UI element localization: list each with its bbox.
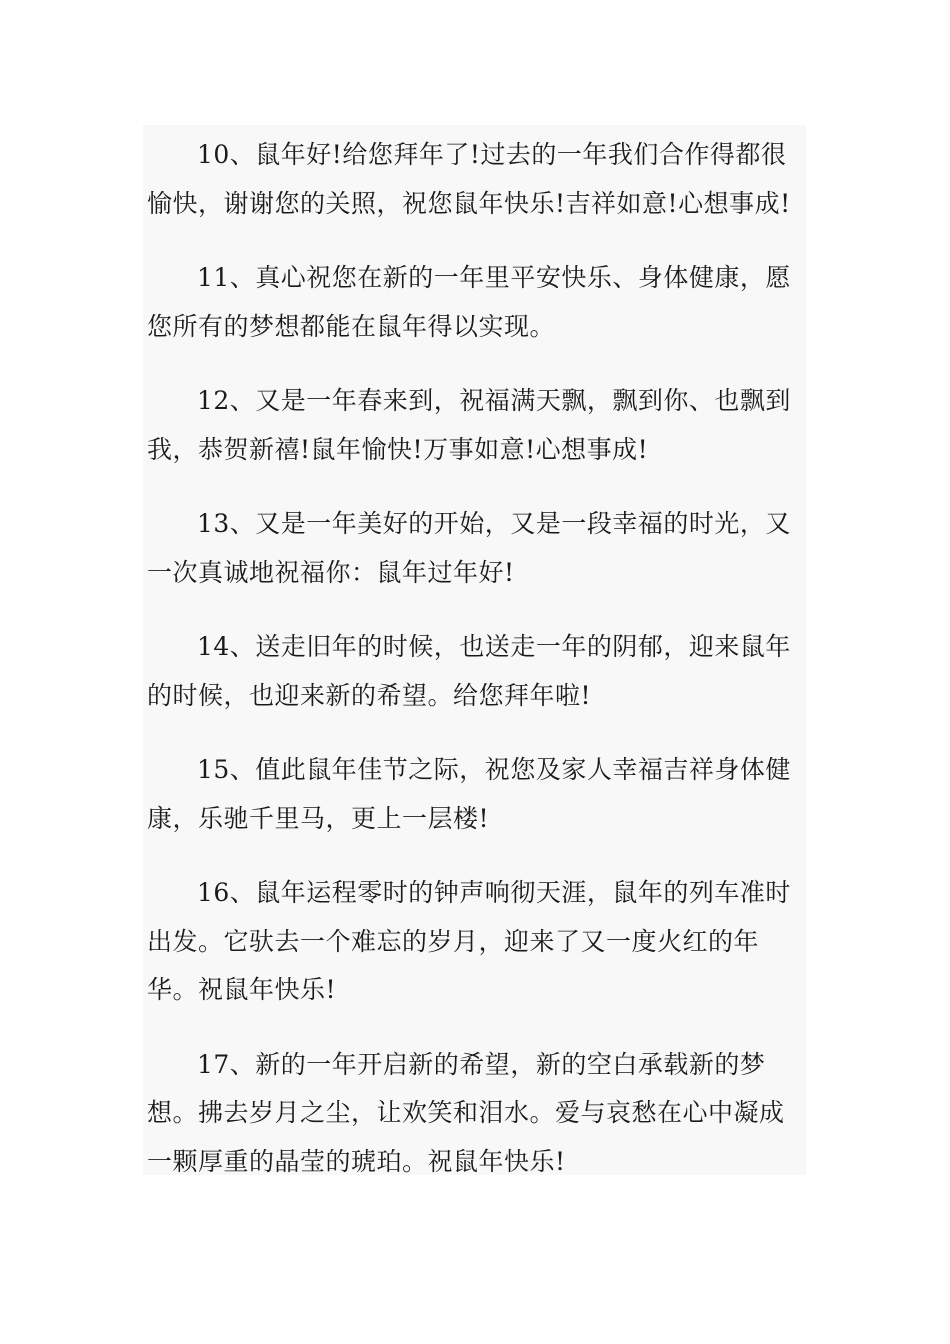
paragraph-14: 14、送走旧年的时候，也送走一年的阴郁，迎来鼠年的时候，也迎来新的希望。给您拜年啦! [147,632,791,710]
document-body [143,125,806,1175]
paragraph-11: 11、真心祝您在新的一年里平安快乐、身体健康，愿您所有的梦想都能在鼠年得以实现。 [147,263,791,341]
paragraph-15: 15、值此鼠年佳节之际，祝您及家人幸福吉祥身体健康，乐驰千里马，更上一层楼! [147,755,791,833]
paragraph-10: 10、鼠年好!给您拜年了!过去的一年我们合作得都很愉快，谢谢您的关照，祝您鼠年快乐!吉祥如意!心想事成! [147,140,791,218]
paragraph-12: 12、又是一年春来到，祝福满天飘，飘到你、也飘到我，恭贺新禧!鼠年愉快!万事如意!心想事成! [147,386,791,464]
paragraph-16: 16、鼠年运程零时的钟声响彻天涯，鼠年的列车准时出发。它驮去一个难忘的岁月，迎来了又一度火红的年华。祝鼠年快乐! [147,878,791,1004]
paragraph-13: 13、又是一年美好的开始，又是一段幸福的时光，又一次真诚地祝福你：鼠年过年好! [147,509,791,587]
paragraph-17: 17、新的一年开启新的希望，新的空白承载新的梦想。拂去岁月之尘，让欢笑和泪水。爱与哀愁在心中凝成一颗厚重的晶莹的琥珀。祝鼠年快乐! [147,1049,785,1176]
